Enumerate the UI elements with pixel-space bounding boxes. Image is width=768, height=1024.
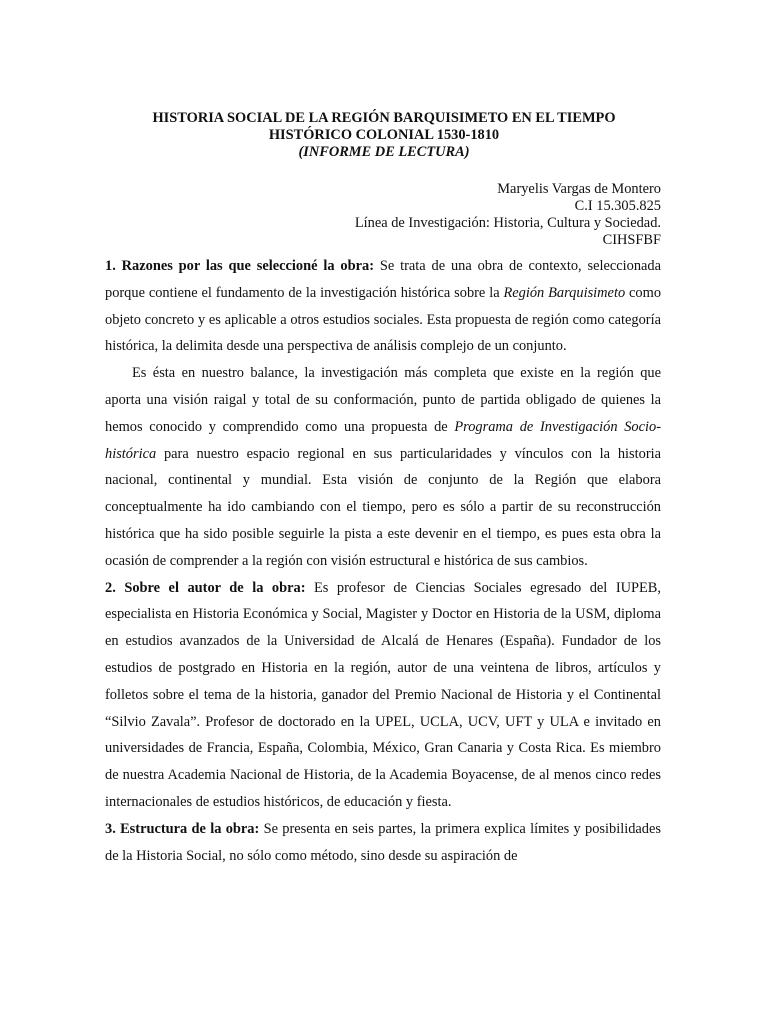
section-1-text-a: Se trata de una obra de contexto, seleccionada porque contiene el fundamento de la investigación histórica sobre la — [105, 258, 662, 301]
section-1-emphasis: Región Barquisimeto — [503, 284, 626, 301]
section-1-paragraph-1 — [105, 253, 661, 360]
section-1-paragraph-2 — [105, 360, 661, 574]
document-body — [105, 253, 661, 869]
section-2-text: Es profesor de Ciencias Sociales egresado del IUPEB, especialista en Historia Económica y Social, Magister y Doctor en Historia de la USM, diploma en estudios avanzados de la Universidad de Alcalá de Henares (España). Fundador de los estudios de postgrado en Historia en la región, autor de una veintena de libros, artículos y folletos sobre el tema de la historia, ganador del Premio Nacional de Historia y el Continental “Silvio Zavala”. Profesor de doctorado en la UPEL, UCLA, UCV, UFT y ULA e invitado en universidades de Francia, España, Colombia, México, Gran Canaria y Costa Rica. Es miembro de nuestra Academia Nacional de Historia, de la Academia Boyacense, de al menos cinco redes internacionales de estudios históricos, de educación y fiesta. — [105, 579, 662, 810]
title-line-2: HISTÓRICO COLONIAL 1530-1810 — [268, 127, 500, 143]
section-3-paragraph — [105, 816, 661, 869]
section-1-p2-emphasis: Programa de Investigación Socio-histórica — [105, 418, 661, 462]
section-3-text: Se presenta en seis partes, la primera explica límites y posibilidades de la Historia Social, no sólo como método, sino desde su aspiración de — [105, 820, 661, 864]
author-block — [105, 181, 661, 249]
institution: CIHSFBF — [602, 232, 661, 248]
section-1-heading: 1. Razones por las que seleccioné la obra: — [105, 258, 374, 274]
section-3-heading: 3. Estructura de la obra: — [105, 820, 260, 837]
section-1-text-b: como objeto concreto y es aplicable a otros estudios sociales. Esta propuesta de región como categoría histórica, la delimita desde una perspectiva de análisis complejo de un conjunto. — [105, 284, 662, 355]
author-ci: C.I 15.305.825 — [574, 198, 661, 214]
section-1-p2-text-a: Es ésta en nuestro balance, la investigación más completa que existe en la región que aporta una visión raigal y total de su conformación, punto de partida obligado de quienes la hemos conocido y comprendido como una propuesta de — [105, 365, 661, 435]
section-2-heading: 2. Sobre el autor de la obra: — [105, 579, 306, 596]
document-title — [105, 110, 663, 161]
section-2-paragraph — [105, 575, 661, 816]
title-line-1: HISTORIA SOCIAL DE LA REGIÓN BARQUISIMETO EN EL TIEMPO — [152, 110, 616, 126]
title-line-3: (INFORME DE LECTURA) — [298, 144, 470, 160]
author-name: Maryelis Vargas de Montero — [497, 181, 661, 197]
section-1-p2-text-b: para nuestro espacio regional en sus particularidades y vínculos con la historia nacional, continental y mundial. Esta visión de conjunto de la Región que elabora conceptualmente ha ido cambiando con el tiempo, pero es sólo a partir de su reconstrucción histórica que ha sido posible seguirle la pista a este devenir en el tiempo, es pues esta obra la ocasión de comprender a la región con visión estructural e histórica de sus cambios. — [105, 445, 661, 569]
research-line: Línea de Investigación: Historia, Cultura y Sociedad. — [354, 215, 661, 231]
